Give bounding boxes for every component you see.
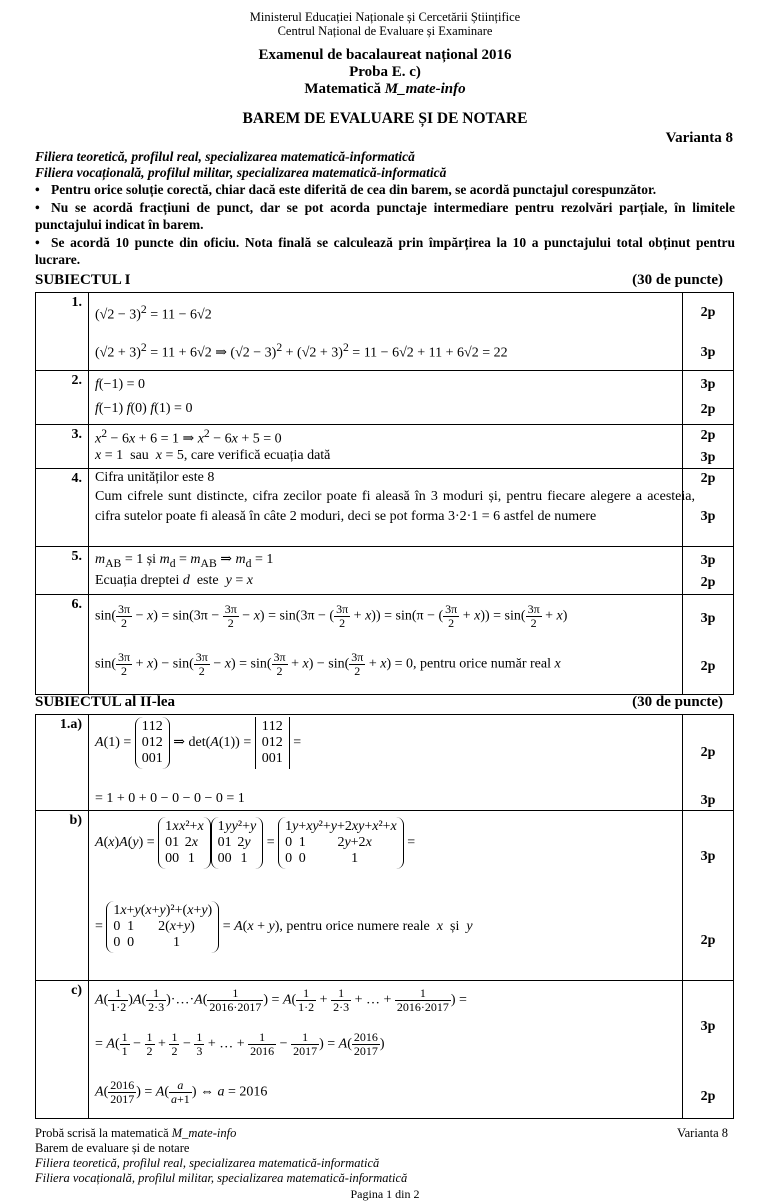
footer-line-2: Barem de evaluare și de notare <box>35 1141 190 1155</box>
solution-line: = 1 + 0 + 0 − 0 − 0 − 0 = 1 <box>95 791 245 806</box>
item-solution <box>89 981 683 1119</box>
table-row <box>36 293 734 371</box>
table-row <box>36 811 734 981</box>
subject-profile: M_mate-info <box>384 81 466 97</box>
matrix: 1 x x²+x 0 1 2x 0 0 1 <box>158 817 211 869</box>
table-row <box>36 547 734 595</box>
points-value: 3p <box>700 793 716 808</box>
footer-line-4: Filiera vocațională, profilul militar, specializarea matematică-informatică <box>35 1171 408 1185</box>
subiect-2-table <box>35 714 734 1119</box>
matrix: 1 y+x y²+y+2xy+x²+x 0 1 2y+2x 0 0 1 <box>278 817 404 869</box>
solution-line: sin( $\frac{3\pi}{2}$ + x) − sin( $\frac{3\pi}{2}$ − x) = sin( $\frac{3\pi}{2}$ + x) − sin( $\frac{3\pi}{2}$ + x) = 0, pentru orice număr real x <box>95 650 561 678</box>
subiect-1-table <box>35 292 734 695</box>
item-number: 4. <box>36 469 89 547</box>
item-points <box>683 425 734 469</box>
solution-line: A( $\frac{1}{1\cdot 2}$ )A( $\frac{1}{2\cdot 3}$ )·…·A( $\frac{1}{2016\cdot 2017}$ ) = A( $\frac{1}{1\cdot 2}$ + $\frac{1}{2\cdot 3}$ + … + $\frac{1}{2016\cdot 2017}$ ) = <box>95 986 467 1014</box>
proba-line: Proba E. c) <box>349 64 421 80</box>
solution-line: f(−1) f(0) f(1) = 0 <box>95 401 193 416</box>
points-value: 3p <box>700 611 716 626</box>
table-row <box>36 981 734 1119</box>
item-points <box>683 371 734 425</box>
solution-line: A(x)A(y) = 1 x x²+x 0 1 2x 0 0 1 1 y y²+y 0 1 2y 0 0 1 = 1 y+x y²+y+2xy+x²+x 0 1 2y+2x 0 0 1 = <box>95 817 415 869</box>
points-value: 3p <box>700 553 716 568</box>
ministry-line: Ministerul Educației Naționale și Cercetării Științifice <box>249 10 521 24</box>
points-value: 3p <box>700 509 716 524</box>
solution-line: $(√2 + 3)^2 = 11 + 6√2$ ⇒ $(√2 - 3)^2 + (√2 + 3)^2 = 11 - 6√2 + 11 + 6√2 = 22$ <box>95 341 508 361</box>
item-number: 1. <box>36 293 89 371</box>
section-subiect-1-header <box>35 272 725 289</box>
footer-variant: Varianta 8 <box>676 1126 728 1140</box>
solution-line: Cifra unităților este 8 <box>95 470 215 485</box>
points-value: 2p <box>700 745 716 760</box>
section-title: SUBIECTUL I <box>35 272 131 288</box>
points-value: 2p <box>700 305 716 320</box>
subject-line <box>0 81 770 98</box>
table-row <box>36 469 734 547</box>
solution-line: $(√2 - 3)^2 = 11 - 6√2$ <box>95 303 212 323</box>
variant-label: Varianta 8 <box>665 130 733 146</box>
points-value: 2p <box>700 471 716 486</box>
item-solution <box>89 595 683 695</box>
points-value: 3p <box>700 849 716 864</box>
item-number: 3. <box>36 425 89 469</box>
points-value: 2p <box>700 402 716 417</box>
determinant: 1 1 2 0 1 2 0 0 1 <box>255 717 290 769</box>
center-line: Centrul Național de Evaluare și Examinare <box>277 24 493 38</box>
item-points <box>683 469 734 547</box>
subject-prefix: Matematică <box>304 81 382 97</box>
section-points: (30 de puncte) <box>632 272 723 288</box>
note-item: • Pentru orice soluție corectă, chiar dacă este diferită de cea din barem, se acordă punctajul corespunzător. <box>35 182 657 197</box>
filiera-teoretica: Filiera teoretică, profilul real, specializarea matematică-informatică <box>35 149 415 164</box>
footer-profile: M_mate-info <box>171 1126 237 1140</box>
matrix: 1 1 2 0 1 2 0 0 1 <box>135 717 170 769</box>
solution-line: Ecuația dreptei d este y = x <box>95 573 253 588</box>
points-value: 2p <box>700 575 716 590</box>
filiera-vocationala: Filiera vocațională, profilul militar, specializarea matematică-informatică <box>35 165 447 180</box>
note-item: • Nu se acordă fracțiuni de punct, dar se pot acorda punctaje intermediare pentru rezolvări parțiale, în limitele punctajului indicat în barem. <box>35 200 735 232</box>
item-number: 1.a) <box>36 715 89 811</box>
matrix: 1 x+y (x+y)²+(x+y) 0 1 2(x+y) 0 0 1 <box>106 901 219 953</box>
points-value: 3p <box>700 345 716 360</box>
section-points: (30 de puncte) <box>632 694 723 710</box>
footer-line-3: Filiera teoretică, profilul real, specializarea matematică-informatică <box>35 1156 380 1170</box>
note-item: • Se acordă 10 puncte din oficiu. Nota finală se calculează prin împărțirea la 10 a punctajului total obținut pentru lucrare. <box>35 235 735 267</box>
solution-line: = 1 x+y (x+y)²+(x+y) 0 1 2(x+y) 0 0 1 = A(x + y), pentru orice numere reale x și y <box>95 901 473 953</box>
section-title: SUBIECTUL al II-lea <box>35 694 176 710</box>
item-number: 5. <box>36 547 89 595</box>
item-solution <box>89 425 683 469</box>
points-value: 2p <box>700 428 716 443</box>
item-points <box>683 715 734 811</box>
item-solution <box>89 469 695 547</box>
item-number: 6. <box>36 595 89 695</box>
points-value: 2p <box>700 933 716 948</box>
item-points <box>683 981 734 1119</box>
item-points <box>683 293 734 371</box>
matrix: 1 y y²+y 0 1 2y 0 0 1 <box>211 817 264 869</box>
grading-notes <box>35 181 735 269</box>
page-number: Pagina 1 din 2 <box>350 1187 420 1201</box>
item-solution <box>89 547 683 595</box>
points-value: 3p <box>700 1019 716 1034</box>
item-points <box>683 595 734 695</box>
item-number: c) <box>36 981 89 1119</box>
section-subiect-2-header <box>35 694 725 711</box>
points-value: 3p <box>700 377 716 392</box>
solution-paragraph: Cum cifrele sunt distincte, cifra zecilor poate fi aleasă în 3 moduri și, pentru fiecare alegere a acesteia, cifra sutelor poate fi aleasă în câte 2 moduri, deci se pot forma 3·2·1 = 6 astfel de numere <box>95 489 695 524</box>
table-row <box>36 371 734 425</box>
table-row <box>36 595 734 695</box>
solution-line: sin( $\frac{3\pi}{2}$ − x) = sin(3π − $\frac{3\pi}{2}$ − x) = sin(3π − ( $\frac{3\pi}{2}$ + x)) = sin(π − ( $\frac{3\pi}{2}$ + x)) = sin( $\frac{3\pi}{2}$ + x) <box>95 602 568 630</box>
solution-line: = A( $\frac{1}{1}$ − $\frac{1}{2}$ + $\frac{1}{2}$ − $\frac{1}{3}$ + … + $\frac{1}{2016}$ − $\frac{1}{2017}$ ) = A( $\frac{2016}{2017}$ ) <box>95 1030 385 1058</box>
item-points <box>683 547 734 595</box>
item-number: b) <box>36 811 89 981</box>
barem-title: BAREM DE EVALUARE ȘI DE NOTARE <box>242 110 528 127</box>
footer-prefix: Probă scrisă la matematică <box>35 1126 169 1140</box>
solution-line: $x^2 - 6x + 6 = 1$ ⇒ $x^2 - 6x + 5 = 0$ <box>95 427 282 447</box>
solution-line: f(−1) = 0 <box>95 377 146 392</box>
table-row <box>36 425 734 469</box>
item-solution <box>89 715 683 811</box>
footer-line-1 <box>35 1126 236 1140</box>
points-value: 2p <box>700 1089 716 1104</box>
points-value: 2p <box>700 659 716 674</box>
solution-line: $m_{AB} = 1$ și $m_d = m_{AB}$ ⇒ $m_d = 1$ <box>95 552 274 570</box>
solution-line: A( $\frac{2016}{2017}$ ) = A( $\frac{a}{a+1}$ ) ⇔ a = 2016 <box>95 1078 268 1106</box>
item-points <box>683 811 734 981</box>
item-number: 2. <box>36 371 89 425</box>
solution-line: A(1) = 1 1 2 0 1 2 0 0 1 ⇒ det(A(1)) = 1 1 2 0 1 2 0 0 1 = <box>95 717 301 769</box>
item-solution <box>89 371 683 425</box>
item-solution <box>89 293 683 371</box>
exam-title: Examenul de bacalaureat național 2016 <box>258 47 512 63</box>
table-row <box>36 715 734 811</box>
points-value: 3p <box>700 450 716 465</box>
item-solution <box>89 811 683 981</box>
solution-line: x = 1 sau x = 5, care verifică ecuația dată <box>95 448 331 463</box>
